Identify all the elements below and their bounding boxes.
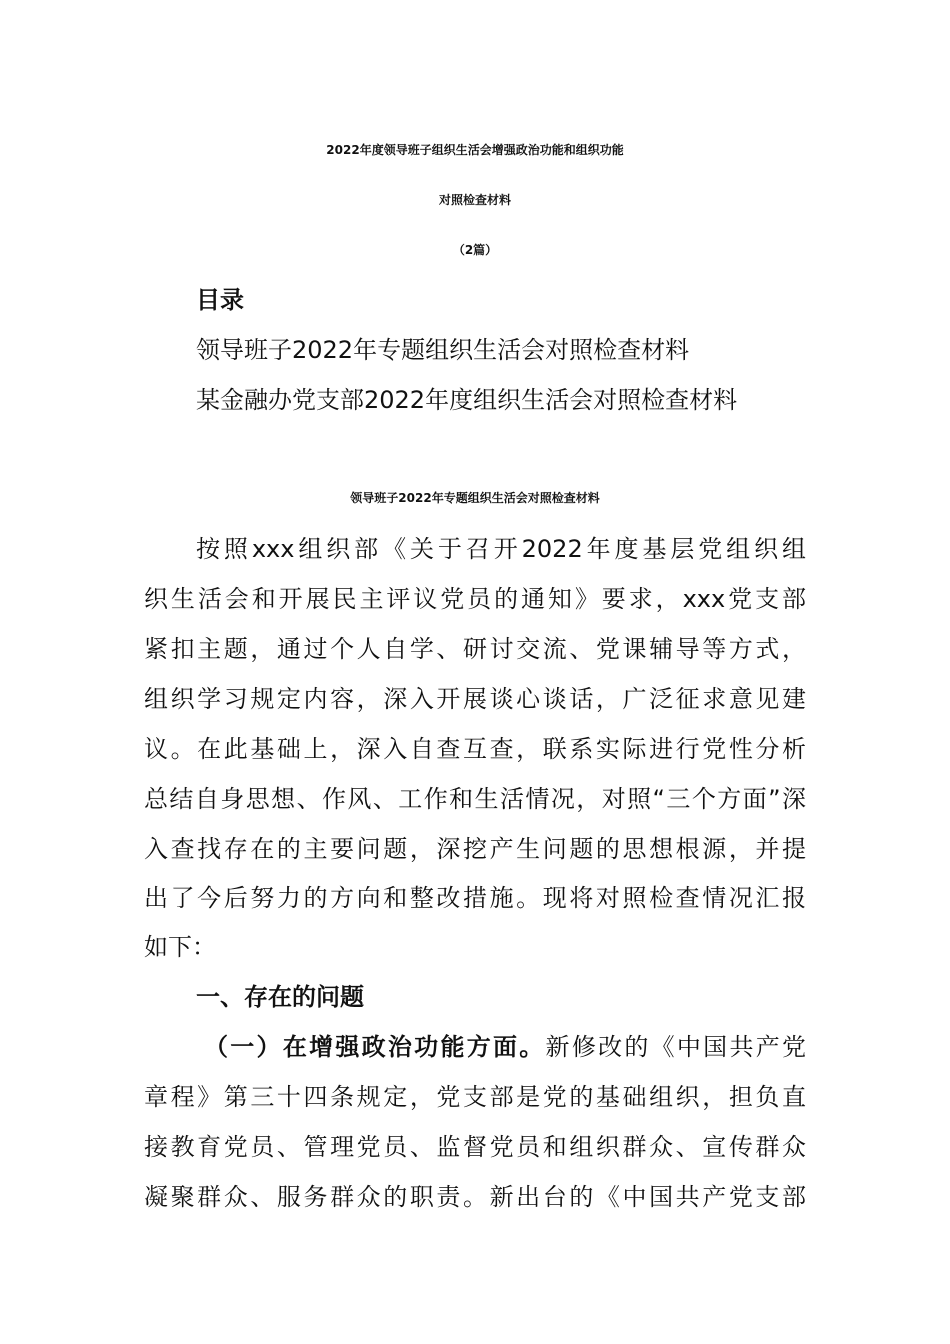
paragraph-line: 凝聚群众、服务群众的职责。新出台的《中国共产党支部: [144, 1183, 806, 1211]
paragraph-line: 接教育党员、管理党员、监督党员和组织群众、宣传群众: [144, 1133, 806, 1161]
paragraph-line: 如下：: [144, 933, 216, 961]
sub-heading-line: [204, 1031, 806, 1063]
sub-heading-bold: （一）在增强政治功能方面。: [204, 1033, 546, 1061]
toc-item: 某金融办党支部2022年度组织生活会对照检查材料: [196, 386, 738, 414]
paragraph-line: 入查找存在的主要问题，深挖产生问题的思想根源，并提: [144, 835, 806, 863]
paragraph-line: 紧扣主题，通过个人自学、研讨交流、党课辅导等方式，: [144, 635, 806, 663]
paragraph-line: 出了今后努力的方向和整改措施。现将对照检查情况汇报: [144, 884, 806, 912]
toc-heading: 目录: [196, 286, 244, 314]
section-title: 领导班子2022年专题组织生活会对照检查材料: [350, 491, 600, 505]
document-title-line-1: 2022年度领导班子组织生活会增强政治功能和组织功能: [326, 143, 624, 157]
sub-heading-text: 新修改的《中国共产党: [545, 1033, 807, 1061]
paragraph-line: 议。在此基础上，深入自查互查，联系实际进行党性分析: [144, 735, 806, 763]
heading-problems: 一、存在的问题: [196, 983, 364, 1011]
paragraph-line: 总结自身思想、作风、工作和生活情况，对照“三个方面”深: [144, 785, 806, 813]
toc-item: 领导班子2022年专题组织生活会对照检查材料: [196, 336, 690, 364]
paragraph-line: 织生活会和开展民主评议党员的通知》要求，xxx党支部: [144, 585, 806, 613]
paragraph-line: 按照xxx组织部《关于召开2022年度基层党组织组: [196, 535, 806, 563]
paragraph-line: 章程》第三十四条规定，党支部是党的基础组织，担负直: [144, 1083, 806, 1111]
document-title-line-2: 对照检查材料: [438, 193, 511, 207]
document-title-count: （2篇）: [452, 243, 498, 257]
paragraph-line: 组织学习规定内容，深入开展谈心谈话，广泛征求意见建: [144, 685, 806, 713]
